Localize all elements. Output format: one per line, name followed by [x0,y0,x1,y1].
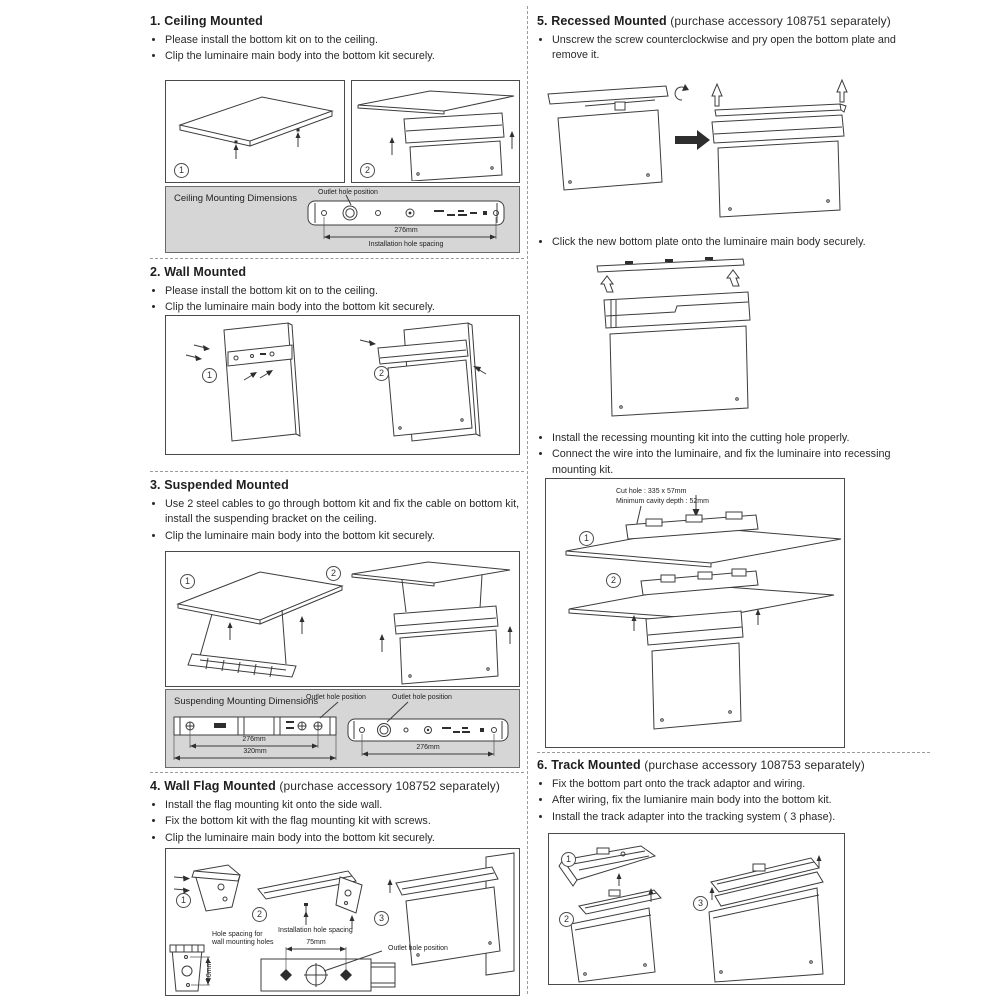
wall-flag-drawing [166,849,518,994]
installation-spacing-label: Installation hole spacing [368,241,444,248]
step-2-badge: 2 [559,912,574,927]
step-2-badge: 2 [360,163,375,178]
bullet: • Click the new bottom plate onto the luminaire main body securely. [552,235,932,250]
step-2-badge: 2 [374,366,389,381]
bullet-list [537,777,930,825]
dim-276-label: 276mm [416,744,440,751]
step-1-badge: 1 [202,368,217,383]
cut-hole-label: Cut hole : 335 x 57mm [616,488,687,495]
bullet-list [537,431,932,479]
section-title: 5. Recessed Mounted (purchase accessory 108751 separately) [537,14,891,28]
section-track-mounted [537,758,930,998]
bullet: • Use 2 steel cables to go through bottom kit and fix the cable on bottom kit, install the suspending bracket on the ceiling. [165,497,524,528]
recessed-install-drawing [546,479,843,746]
diagram-recessed-install [545,478,845,748]
step-3-badge: 3 [374,911,389,926]
step-2-badge: 2 [252,907,267,922]
section-ceiling-mounted [150,14,524,258]
diagram-ceiling-step2 [351,80,520,183]
diagram-track-mounted [548,833,845,985]
bullet: • Install the recessing mounting kit into the cutting hole properly. [552,431,932,446]
suspended-drawing [166,552,518,685]
step-1-badge: 1 [561,852,576,867]
outlet-hole-label: Outlet hole position [306,694,366,701]
section-title: 3. Suspended Mounted [150,478,289,492]
section-recessed-mounted [537,14,929,750]
min-cavity-label: Minimum cavity depth : 52mm [616,498,709,505]
bullet: • Install the flag mounting kit onto the side wall. [165,798,524,813]
section-suspended-mounted [150,478,524,770]
section-title: 2. Wall Mounted [150,265,247,279]
section-wall-mounted [150,265,524,465]
recessed-step1-drawing [540,78,925,223]
bullet: • Please install the bottom kit on to the ceiling. [165,33,524,48]
outlet-hole-label: Outlet hole position [318,189,378,196]
diagram-suspended [165,551,520,687]
bullet-list [150,33,524,65]
bullet: • Fix the bottom kit with the flag mounting kit with screws. [165,814,524,829]
dim-276-label: 276mm [394,227,418,234]
ceiling-mounting-dimensions-box [165,186,520,253]
bullet: • After wiring, fix the lumianire main body into the bottom kit. [552,793,930,808]
column-divider [527,6,528,994]
section-divider-4 [537,752,930,753]
step-2-badge: 2 [606,573,621,588]
section-divider-2 [150,471,524,472]
section-title: 4. Wall Flag Mounted (purchase accessory 108752 separately) [150,779,501,793]
step-1-badge: 1 [174,163,189,178]
outlet-hole-label: Outlet hole position [392,694,452,701]
bullet: • Clip the luminaire main body into the bottom kit securely. [165,529,524,544]
ceiling-step1-drawing [166,81,343,181]
bullet-list [150,284,524,316]
diagram-ceiling-step1 [165,80,345,183]
dim-40-label: 40mm [206,961,213,981]
dim-320-label: 320mm [243,748,267,755]
bullet: • Please install the bottom kit on to the ceiling. [165,284,524,299]
bullet-list [150,497,524,544]
bullet-list [537,235,932,251]
wall-mounted-drawing [166,316,518,453]
bullet-list [537,33,922,64]
step-1-badge: 1 [176,893,191,908]
dims-box-title: Ceiling Mounting Dimensions [174,193,298,204]
dim-276-label: 276mm [242,736,266,743]
bullet-list [150,798,524,846]
step-2-badge: 2 [326,566,341,581]
diagram-wall-flag [165,848,520,996]
step-1-badge: 1 [180,574,195,589]
ceiling-step2-drawing [352,81,518,181]
section-title: 1. Ceiling Mounted [150,14,263,28]
outlet-hole-label: Outlet hole position [388,945,448,952]
recessed-step2-drawing [555,254,905,422]
dims-box-title: Suspending Mounting Dimensions [174,696,319,707]
section-divider-1 [150,258,524,259]
bullet: • Connect the wire into the luminaire, and fix the luminaire into recessing mounting kit. [552,447,932,478]
section-title: 6. Track Mounted (purchase accessory 108753 separately) [537,758,865,772]
step-1-badge: 1 [579,531,594,546]
dim-75-label: 75mm [306,939,326,946]
section-wall-flag-mounted [150,779,524,999]
hole-spacing-wall-label: Hole spacing for wall mounting holes [212,931,274,947]
step-3-badge: 3 [693,896,708,911]
bullet: • Clip the luminaire main body into the bottom kit securely. [165,49,524,64]
diagram-wall-mounted [165,315,520,455]
bullet: • Clip the luminaire main body into the bottom kit securely. [165,300,524,315]
bullet: • Install the track adapter into the tracking system ( 3 phase). [552,810,930,825]
suspending-mounting-dimensions-box [165,689,520,768]
bullet: • Unscrew the screw counterclockwise and pry open the bottom plate and remove it. [552,33,922,64]
section-divider-3 [150,772,524,773]
bullet: • Fix the bottom part onto the track adaptor and wiring. [552,777,930,792]
bullet: • Clip the luminaire main body into the bottom kit securely. [165,831,524,846]
installation-spacing-label: Installation hole spacing [278,927,353,934]
